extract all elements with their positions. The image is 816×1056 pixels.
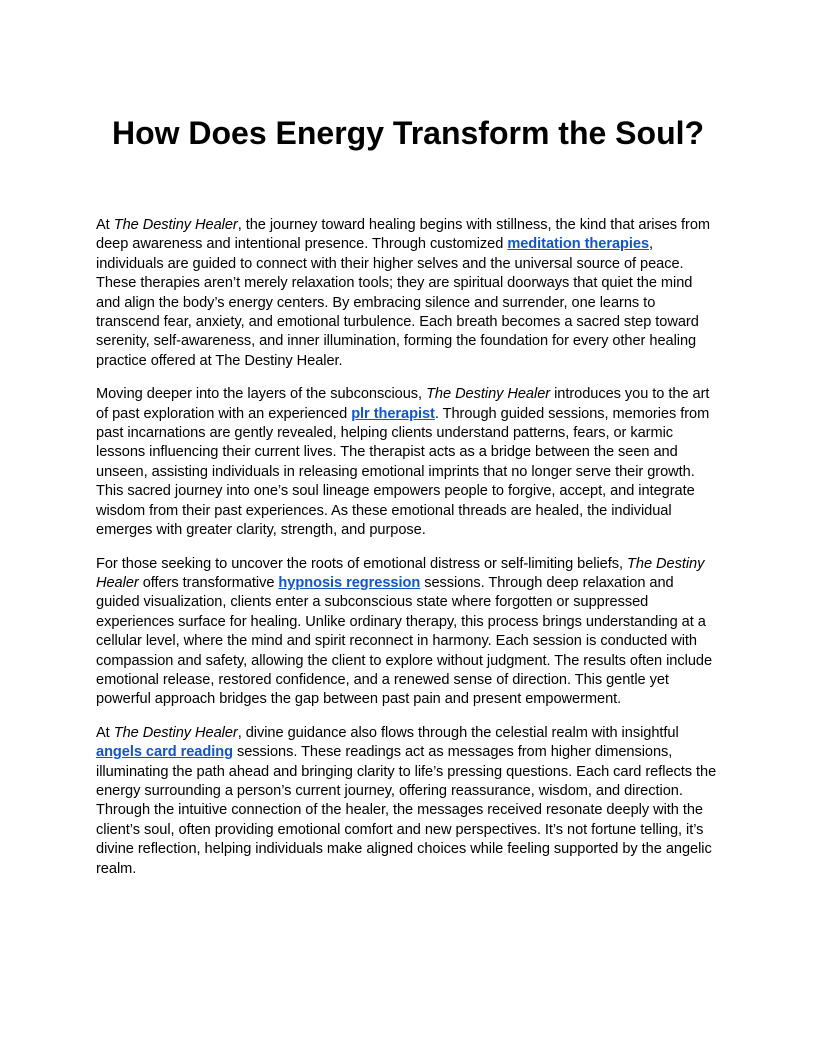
body-text: . Through guided sessions, memories from past incarnations are gently revealed, helping clients understand patterns, fears, or karmic lessons influencing their current lives. The therapist acts as a bridge between the seen and unseen, assisting individuals in releasing emotional imprints that no longer serve their growth. This sacred journey into one’s soul lineage empowers people to forgive, accept, and integrate wisdom from their past experiences. As these emotional threads are healed, the individual emerges with greater clarity, strength, and purpose. xyxy=(96,405,710,539)
body-text: At xyxy=(96,217,114,233)
page-title: How Does Energy Transform the Soul? xyxy=(111,115,705,151)
body-text: sessions. These readings act as messages from higher dimensions, illuminating the path ahead and bringing clarity to life’s pressing questions. Each card reflects the energy surrounding a person’s current journey, offering reassurance, wisdom, and direction. Through the intuitive connection of the healer, the messages received resonate deeply with the client’s soul, often providing emotional comfort and new perspectives. It’s not fortune telling, it’s divine reflection, helping individuals make aligned choices while feeling supported by the angelic realm. xyxy=(96,744,717,877)
italic-text: The Destiny Healer xyxy=(426,386,551,403)
italic-text: The Destiny Healer xyxy=(113,724,238,741)
body-text: offers transformative xyxy=(138,574,279,591)
body-text: For those seeking to uncover the roots of emotional distress or self-limiting beliefs, xyxy=(96,555,628,572)
paragraph xyxy=(96,555,720,710)
document-body xyxy=(96,216,720,879)
link-meditation-therapies[interactable]: meditation therapies xyxy=(507,236,650,253)
body-text: Moving deeper into the layers of the subconscious, xyxy=(96,386,427,403)
body-text: , individuals are guided to connect with their higher selves and the universal source of peace. These therapies aren’t merely relaxation tools; they are spiritual doorways that quiet the mind and align the body’s energy centers. By embracing silence and surrender, one learns to transcend fear, anxiety, and emotional turbulence. Each breath becomes a sacred step toward serenity, self-awareness, and inner illumination, forming the foundation for every other healing practice offered at The Destiny Healer. xyxy=(96,236,699,369)
paragraph xyxy=(96,385,720,540)
body-text: , divine guidance also flows through the celestial realm with insightful xyxy=(237,724,679,741)
italic-text: The Destiny Healer xyxy=(113,217,238,233)
link-angels-card-reading[interactable]: angels card reading xyxy=(96,744,233,761)
body-text: At xyxy=(96,724,114,741)
body-text: sessions. Through deep relaxation and guided visualization, clients enter a subconscious state where forgotten or suppressed experiences surface for healing. Unlike ordinary therapy, this process brings understanding at a cellular level, where the mind and spirit reconnect in harmony. Each session is conducted with compassion and safety, allowing the client to explore without judgment. The results often include emotional release, restored confidence, and a renewed sense of direction. This gentle yet powerful approach bridges the gap between past pain and present empowerment. xyxy=(96,574,713,708)
paragraph xyxy=(96,216,720,371)
paragraph xyxy=(96,724,720,879)
body-text: introduces you to the art of past exploration with an experienced xyxy=(96,386,710,422)
body-text: , the journey toward healing begins with stillness, the kind that arises from deep awareness and intentional presence. Through customized xyxy=(96,217,711,253)
link-hypnosis-regression[interactable]: hypnosis regression xyxy=(278,574,421,591)
italic-text: The Destiny Healer xyxy=(96,555,705,591)
link-plr-therapist[interactable]: plr therapist xyxy=(351,405,435,422)
